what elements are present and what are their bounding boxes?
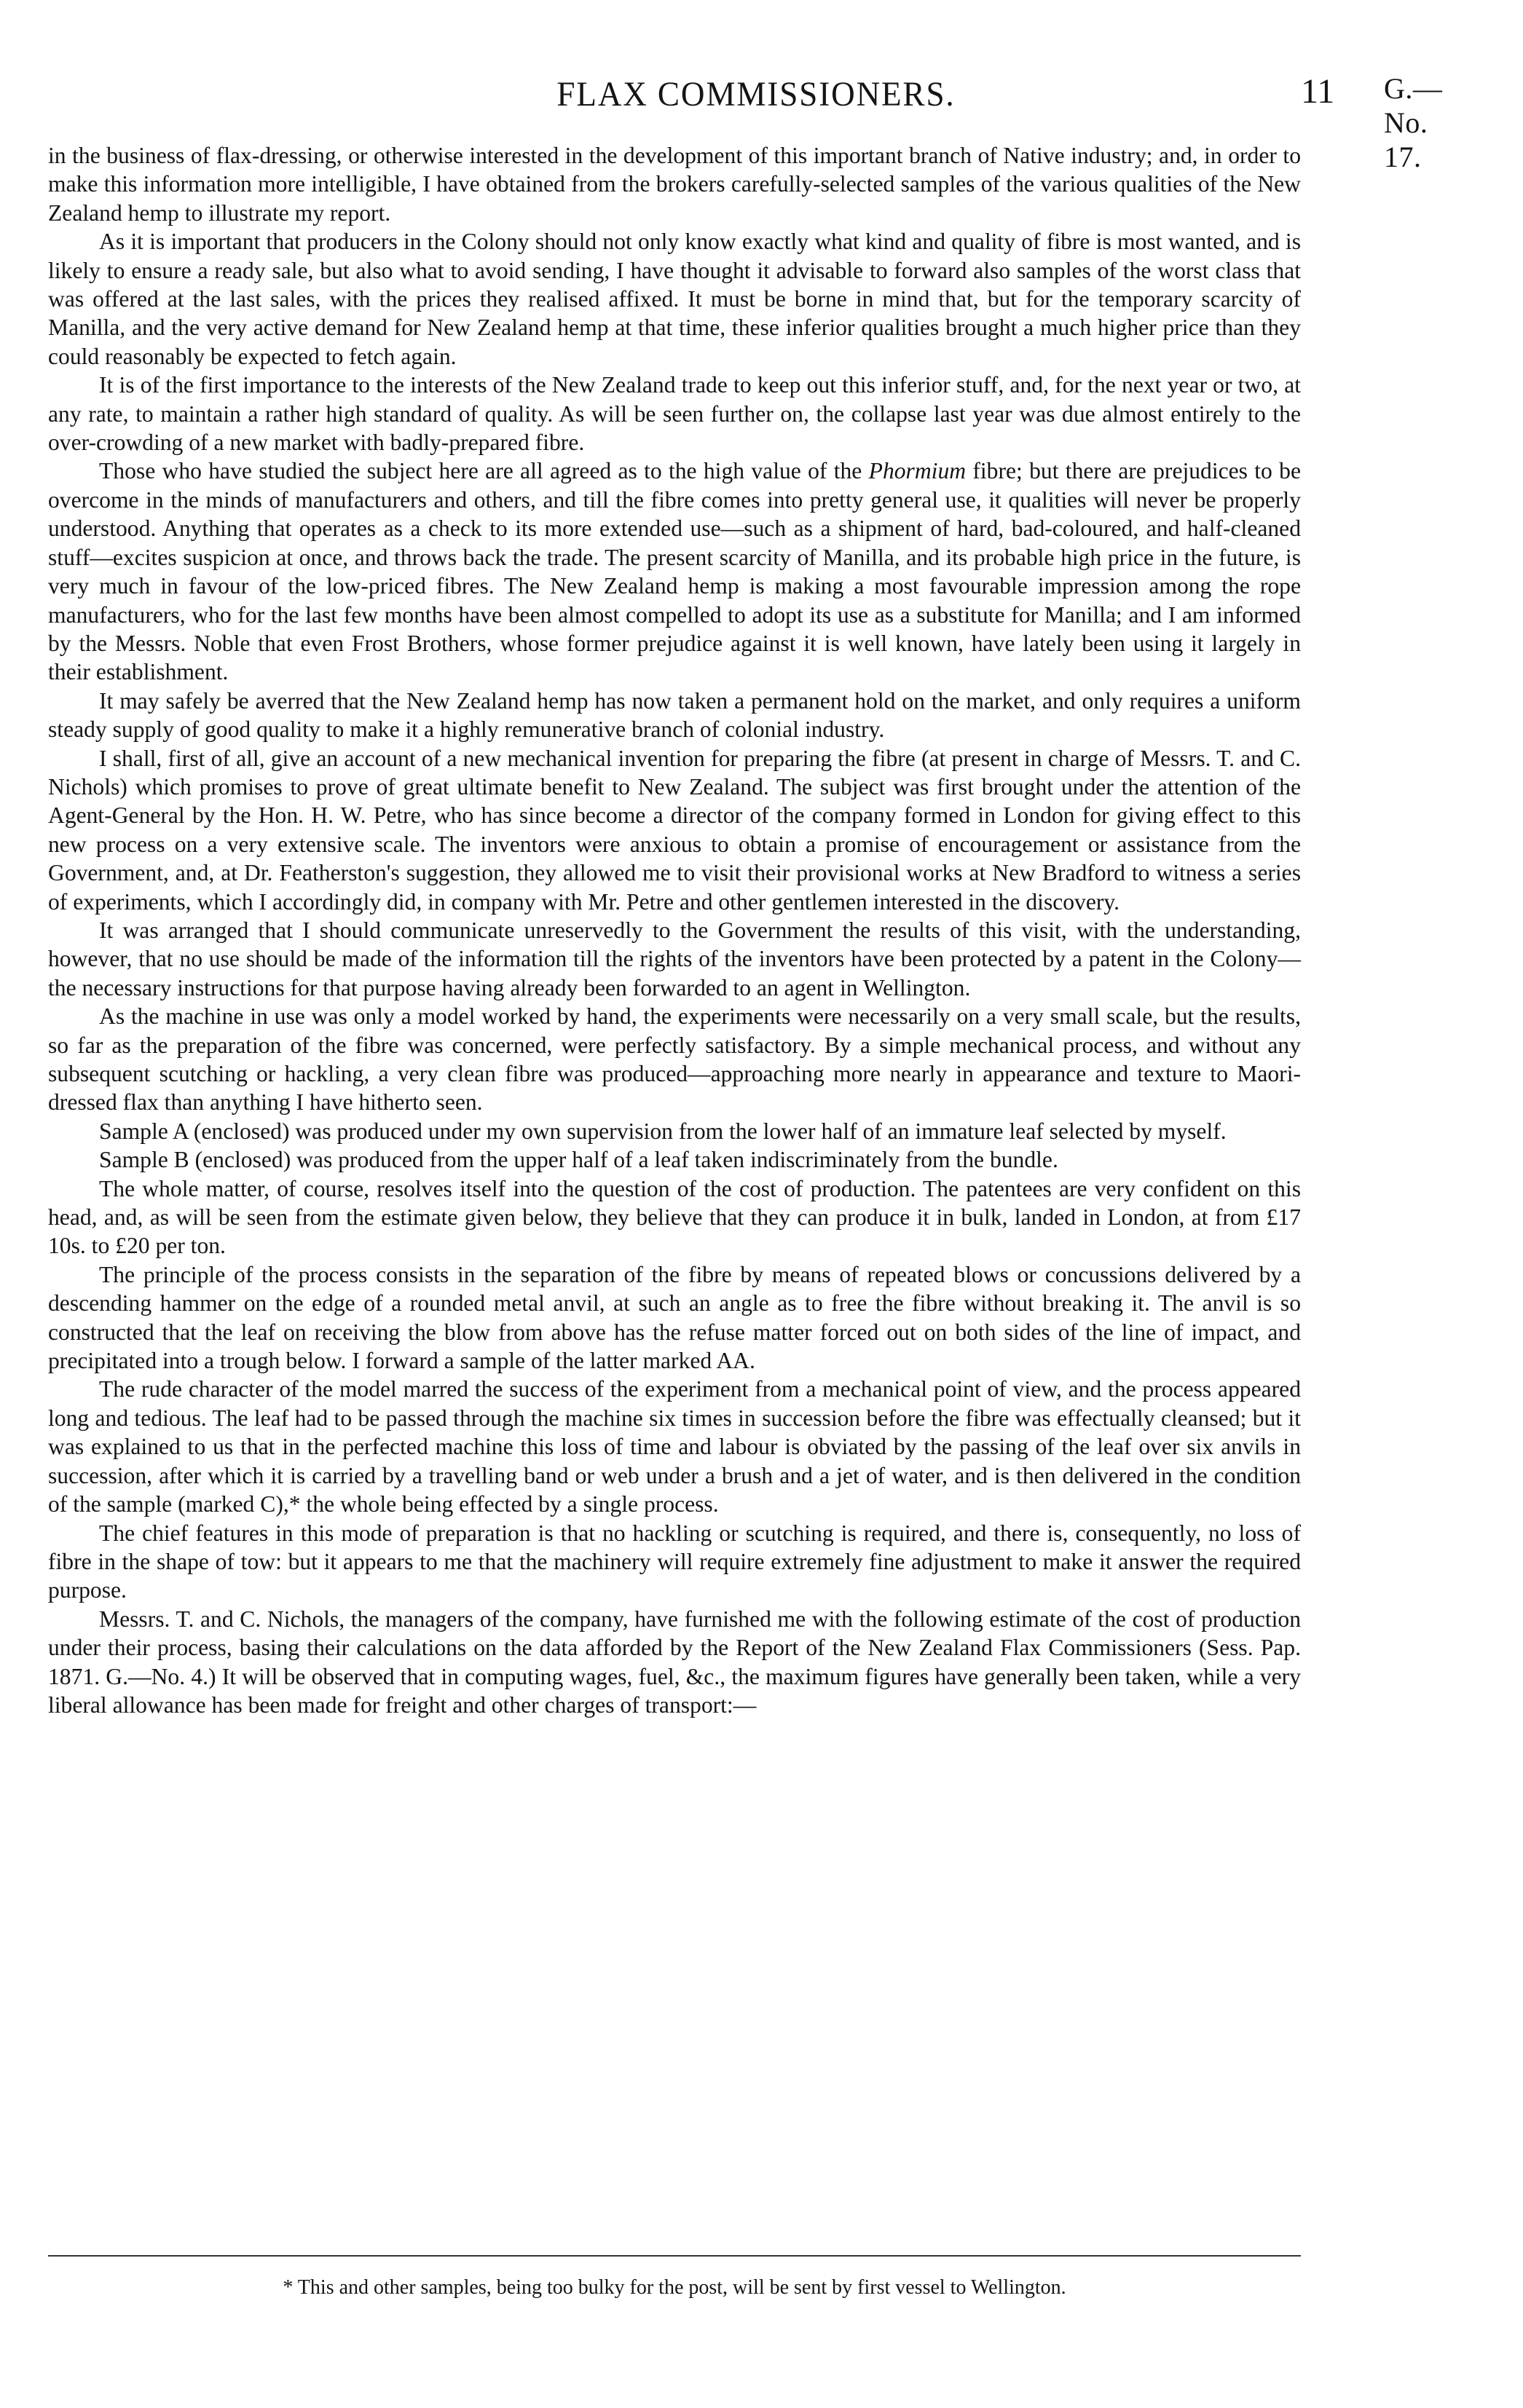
paragraph-4-text-a: Those who have studied the subject here are all agreed as to the high value of the (99, 458, 869, 484)
paragraph-12: The principle of the process consists in the separation of the fibre by means of repeated blows or concussions delivered by a descending hammer on the edge of a rounded metal anvil, at such an angle as to free the fibre without breaking it. The anvil is so constructed that the leaf on receiving the blow from above has the refuse matter forced out on both sides of the line of impact, and precipitated into a trough below. I forward a sample of the latter marked AA. (48, 1261, 1301, 1374)
paragraph-13: The rude character of the model marred the success of the experiment from a mechanical point of view, and the process appeared long and tedious. The leaf had to be passed through the machine six times in succession before the fibre was effectually cleansed; but it was explained to us that in the perfected machine this loss of time and labour is obviated by the passing of the leaf over six anvils in succession, after which it is carried by a travelling band or web under a brush and a jet of water, and is then delivered in the condition of the sample (marked C),* the whole being effected by a single process. (48, 1376, 1301, 1517)
footnote-divider (48, 2255, 1301, 2257)
paragraph-9: Sample A (enclosed) was produced under my own supervision from the lower half of an immature leaf selected by myself. (99, 1118, 1227, 1144)
paragraph-5: It may safely be averred that the New Zealand hemp has now taken a permanent hold on the market, and only requires a uniform steady supply of good quality to make it a highly remunerative branch of colonial industry. (48, 687, 1301, 743)
paragraph-14: The chief features in this mode of preparation is that no hackling or scutching is required, and there is, consequently, no loss of fibre in the shape of tow: but it appears to me that the machinery will require extremely fine adjustment to make it answer the required purpose. (48, 1520, 1301, 1603)
paragraph-4-text-b: fibre; but there are prejudices to be overcome in the minds of manufacturers and others, and till the fibre comes into pretty general use, it qualities will never be properly understood. Anything that operates as a check to its more extended use—such as a shipment of hard, bad-coloured, and half-cleaned stuff—excites suspicion at once, and throws back the trade. The present scarcity of Manilla, and its probable high price in the future, is very much in favour of the low-priced fibres. The New Zealand hemp is making a most favourable impression among the rope manufacturers, who for the last few months have been almost compelled to adopt its use as a substitute for Manilla; and I am informed by the Messrs. Noble that even Frost Brothers, whose former prejudice against it is well known, have lately been using it largely in their establishment. (48, 458, 1301, 685)
paragraph-6: I shall, first of all, give an account of a new mechanical invention for preparing the fibre (at present in charge of Messrs. T. and C. Nichols) which promises to prove of great ultimate benefit to New Zealand. The subject was first brought under the attention of the Agent-General by the Hon. H. W. Petre, who has since become a director of the company formed in London for giving effect to this new process on a very extensive scale. The inventors were anxious to obtain a promise of encouragement or assistance from the Government, and, at Dr. Featherston's suggestion, they allowed me to visit their provisional works at New Bradford to witness a series of experiments, which I accordingly did, in company with Mr. Petre and other gentlemen interested in the discovery. (48, 745, 1301, 915)
paragraph-3: It is of the first importance to the interests of the New Zealand trade to keep out this inferior stuff, and, for the next year or two, at any rate, to maintain a rather high standard of quality. As will be seen further on, the collapse last year was due almost entirely to the over-crowding of a new market with badly-prepared fibre. (48, 372, 1301, 456)
paragraph-1: in the business of flax-dressing, or otherwise interested in the development of this important branch of Native industry; and, in order to make this information more intelligible, I have obtained from the brokers carefully-selected samples of the various qualities of the New Zealand hemp to illustrate my report. (48, 143, 1301, 226)
paragraph-4 (48, 457, 1301, 686)
body-text (48, 141, 1301, 1719)
paragraph-10: Sample B (enclosed) was produced from the upper half of a leaf taken indiscriminately from the bundle. (99, 1147, 1058, 1173)
running-header (42, 58, 1470, 173)
footnote: * This and other samples, being too bulky for the post, will be sent by first vessel to Wellington. (283, 2276, 1066, 2299)
page-number: 11 (1301, 72, 1335, 111)
paragraph-11: The whole matter, of course, resolves itself into the question of the cost of production. The patentees are very confident on this head, and, as will be seen from the estimate given below, they believe that they can produce it in bulk, landed in London, at from £17 10s. to £20 per ton. (48, 1175, 1301, 1259)
paragraph-4-italic-term: Phormium (868, 458, 967, 484)
paragraph-8: As the machine in use was only a model worked by hand, the experiments were necessarily on a very small scale, but the results, so far as the preparation of the fibre was concerned, were perfectly satisfactory. By a simple mechanical process, and without any subsequent scutching or hackling, a very clean fibre was produced—approaching more nearly in appearance and texture to Maori-dressed flax than anything I have hitherto seen. (48, 1003, 1301, 1116)
paper-reference: G.—No. 17. (1384, 72, 1443, 173)
paragraph-7: It was arranged that I should communicate unreservedly to the Government the results of this visit, with the understanding, however, that no use should be made of the information till the rights of the inventors have been protected by a patent in the Colony—the necessary instructions for that purpose having already been forwarded to an agent in Wellington. (48, 917, 1301, 1000)
page-title: FLAX COMMISSIONERS. (556, 75, 956, 114)
paragraph-2: As it is important that producers in the Colony should not only know exactly what kind and quality of fibre is most wanted, and is likely to ensure a ready sale, but also what to avoid sending, I have thought it advisable to forward also samples of the worst class that was offered at the last sales, with the prices they realised affixed. It must be borne in mind that, but for the temporary scarcity of Manilla, and the very active demand for New Zealand hemp at that time, these inferior qualities brought a much higher price than they could reasonably be expected to fetch again. (48, 229, 1301, 369)
paragraph-15: Messrs. T. and C. Nichols, the managers of the company, have furnished me with the following estimate of the cost of production under their process, basing their calculations on the data afforded by the Report of the New Zealand Flax Commissioners (Sess. Pap. 1871. G.—No. 4.) It will be observed that in computing wages, fuel, &c., the maximum figures have generally been taken, while a very liberal allowance has been made for freight and other charges of transport:— (48, 1606, 1301, 1718)
